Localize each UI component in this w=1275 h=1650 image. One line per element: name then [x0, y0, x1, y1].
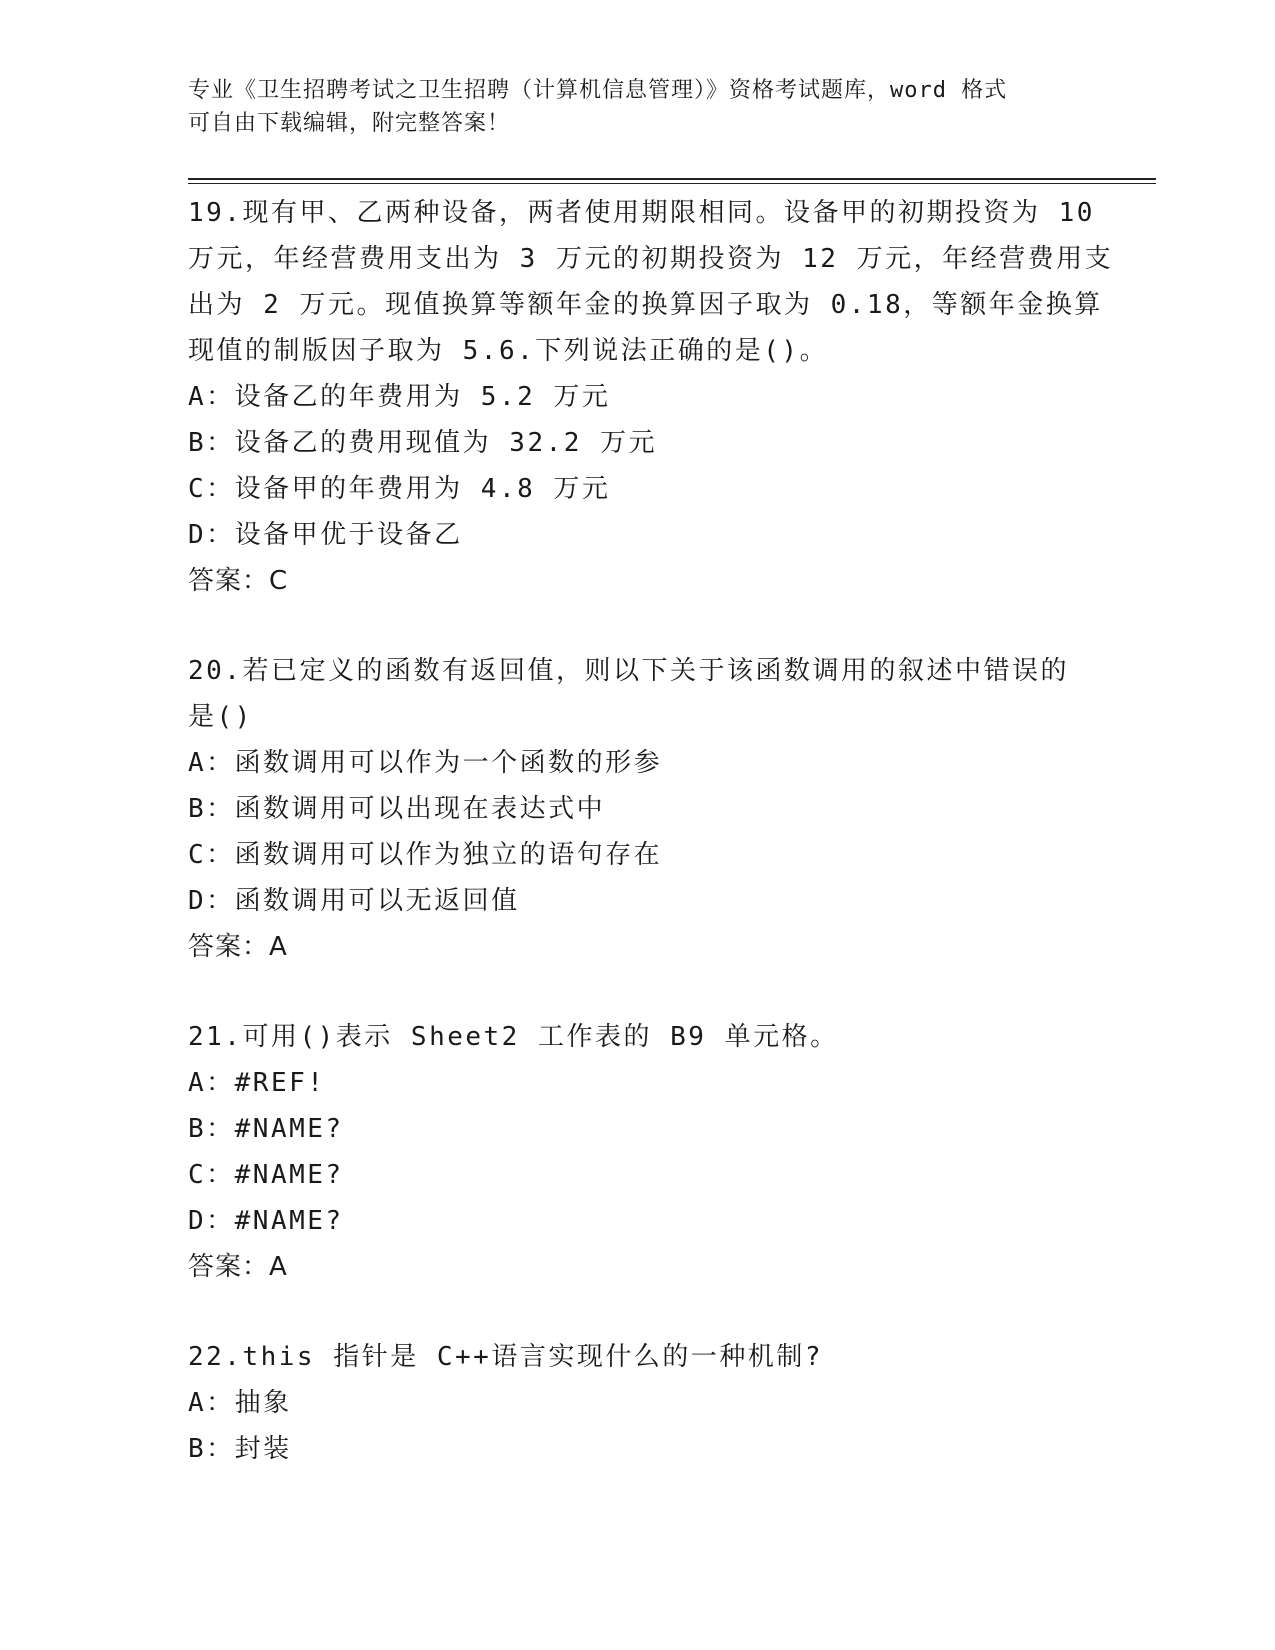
document-header: [188, 74, 1088, 140]
header-line-2: 可自由下载编辑，附完整答案！: [188, 111, 511, 136]
option-a: A：#REF!: [188, 1068, 326, 1098]
option-b: B：设备乙的费用现值为 32.2 万元: [188, 428, 658, 458]
question-stem-line: 22.this 指针是 C++语言实现什么的一种机制?: [188, 1342, 823, 1372]
header-line-1: 专业《卫生招聘考试之卫生招聘（计算机信息管理）》资格考试题库，word 格式: [188, 78, 1008, 103]
header-divider: [188, 178, 1156, 180]
question-20: [188, 648, 1088, 970]
question-stem-line: 万元，年经营费用支出为 3 万元的初期投资为 12 万元，年经营费用支: [188, 244, 1114, 274]
option-c: C：#NAME?: [188, 1160, 344, 1190]
header-divider-thin: [188, 183, 1156, 184]
question-stem-line: 是(): [188, 702, 253, 732]
question-stem-line: 出为 2 万元。现值换算等额年金的换算因子取为 0.18，等额年金换算: [188, 290, 1103, 320]
option-a: A：抽象: [188, 1388, 292, 1418]
question-stem-line: 19.现有甲、乙两种设备，两者使用期限相同。设备甲的初期投资为 10: [188, 198, 1095, 228]
option-b: B：#NAME?: [188, 1114, 344, 1144]
option-c: C：函数调用可以作为独立的语句存在: [188, 840, 663, 870]
option-d: D：设备甲优于设备乙: [188, 520, 463, 550]
option-a: A：设备乙的年费用为 5.2 万元: [188, 382, 611, 412]
option-c: C：设备甲的年费用为 4.8 万元: [188, 474, 611, 504]
question-22: [188, 1334, 1088, 1472]
option-b: B：函数调用可以出现在表达式中: [188, 794, 606, 824]
question-stem-line: 现值的制版因子取为 5.6.下列说法正确的是()。: [188, 336, 829, 366]
question-21: [188, 1014, 1088, 1290]
question-list: [188, 190, 1114, 1472]
answer-line: 答案：C: [188, 566, 289, 596]
option-d: D：函数调用可以无返回值: [188, 886, 520, 916]
question-stem-line: 21.可用()表示 Sheet2 工作表的 B9 单元格。: [188, 1022, 839, 1052]
option-d: D：#NAME?: [188, 1206, 344, 1236]
option-a: A：函数调用可以作为一个函数的形参: [188, 748, 663, 778]
question-stem-line: 20.若已定义的函数有返回值，则以下关于该函数调用的叙述中错误的: [188, 656, 1069, 686]
question-19: [188, 190, 1114, 604]
answer-line: 答案：A: [188, 1252, 288, 1282]
answer-line: 答案：A: [188, 932, 288, 962]
option-b: B：封装: [188, 1434, 292, 1464]
